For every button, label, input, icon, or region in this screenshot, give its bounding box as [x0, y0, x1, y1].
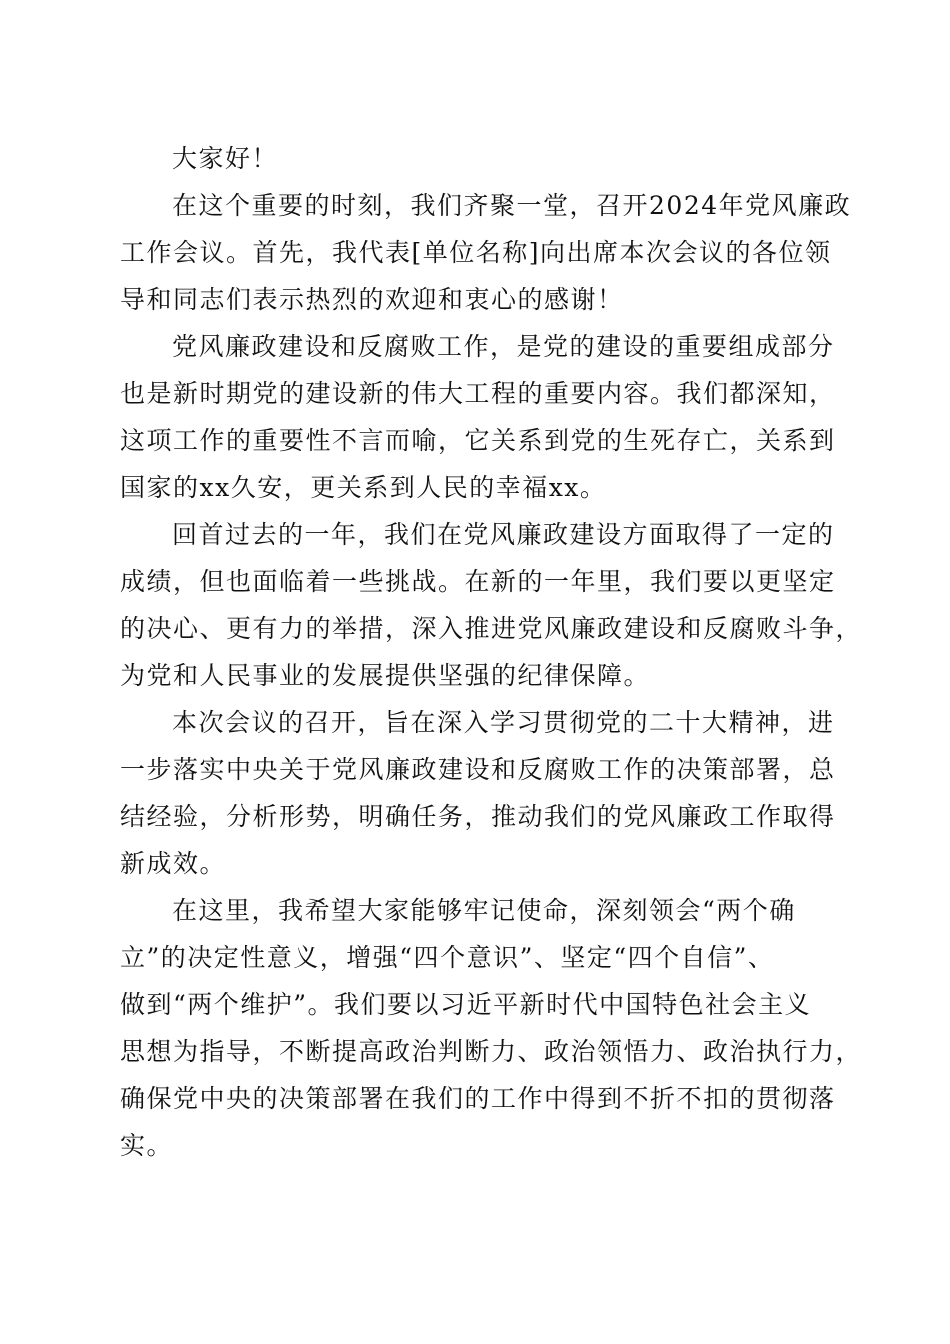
paragraph-line: 思想为指导，不断提高政治判断力、政治领悟力、政治执行力， [120, 1037, 863, 1066]
paragraph-line: 回首过去的一年，我们在党风廉政建设方面取得了一定的 [172, 520, 835, 549]
paragraph-line: 本次会议的召开，旨在深入学习贯彻党的二十大精神，进 [172, 708, 835, 737]
paragraph-line: 在这个重要的时刻，我们齐聚一堂，召开2024年党风廉政 [172, 191, 852, 220]
paragraph-importance [120, 323, 836, 511]
paragraph-line: 一步落实中央关于党风廉政建设和反腐败工作的决策部署，总 [120, 755, 836, 784]
paragraph-line: 为党和人民事业的发展提供坚强的纪律保障。 [120, 661, 651, 690]
paragraph-line: 党风廉政建设和反腐败工作，是党的建设的重要组成部分 [172, 332, 835, 361]
paragraph-greeting [120, 135, 830, 182]
paragraph-line: 在这里，我希望大家能够牢记使命，深刻领会“两个确 [172, 896, 796, 925]
paragraph-line: 做到“两个维护”。我们要以习近平新时代中国特色社会主义 [120, 990, 812, 1019]
paragraph-line: 成绩，但也面临着一些挑战。在新的一年里，我们要以更坚定 [120, 567, 836, 596]
paragraph-line: 国家的xx久安，更关系到人民的幸福xx。 [120, 473, 607, 502]
paragraph-line: 的决心、更有力的举措，深入推进党风廉政建设和反腐败斗争， [120, 614, 863, 643]
paragraph-line: 实。 [120, 1131, 174, 1160]
paragraph-line: 新成效。 [120, 849, 227, 878]
paragraph-opening [120, 182, 852, 323]
paragraph-line: 导和同志们表示热烈的欢迎和衷心的感谢！ [120, 285, 624, 314]
paragraph-purpose [120, 699, 836, 887]
paragraph-line: 结经验，分析形势，明确任务，推动我们的党风廉政工作取得 [120, 802, 836, 831]
paragraph-line: 确保党中央的决策部署在我们的工作中得到不折不扣的贯彻落 [120, 1084, 836, 1113]
paragraph-line: 立”的决定性意义，增强“四个意识”、坚定“四个自信”、 [120, 943, 775, 972]
paragraph-line: 大家好！ [172, 144, 279, 173]
paragraph-line: 也是新时期党的建设新的伟大工程的重要内容。我们都深知， [120, 379, 836, 408]
paragraph-review [120, 511, 863, 699]
document-body [120, 135, 863, 1169]
paragraph-line: 工作会议。首先，我代表[单位名称]向出席本次会议的各位领 [120, 238, 832, 267]
paragraph-hope [120, 887, 863, 1169]
paragraph-line: 这项工作的重要性不言而喻，它关系到党的生死存亡，关系到 [120, 426, 836, 455]
